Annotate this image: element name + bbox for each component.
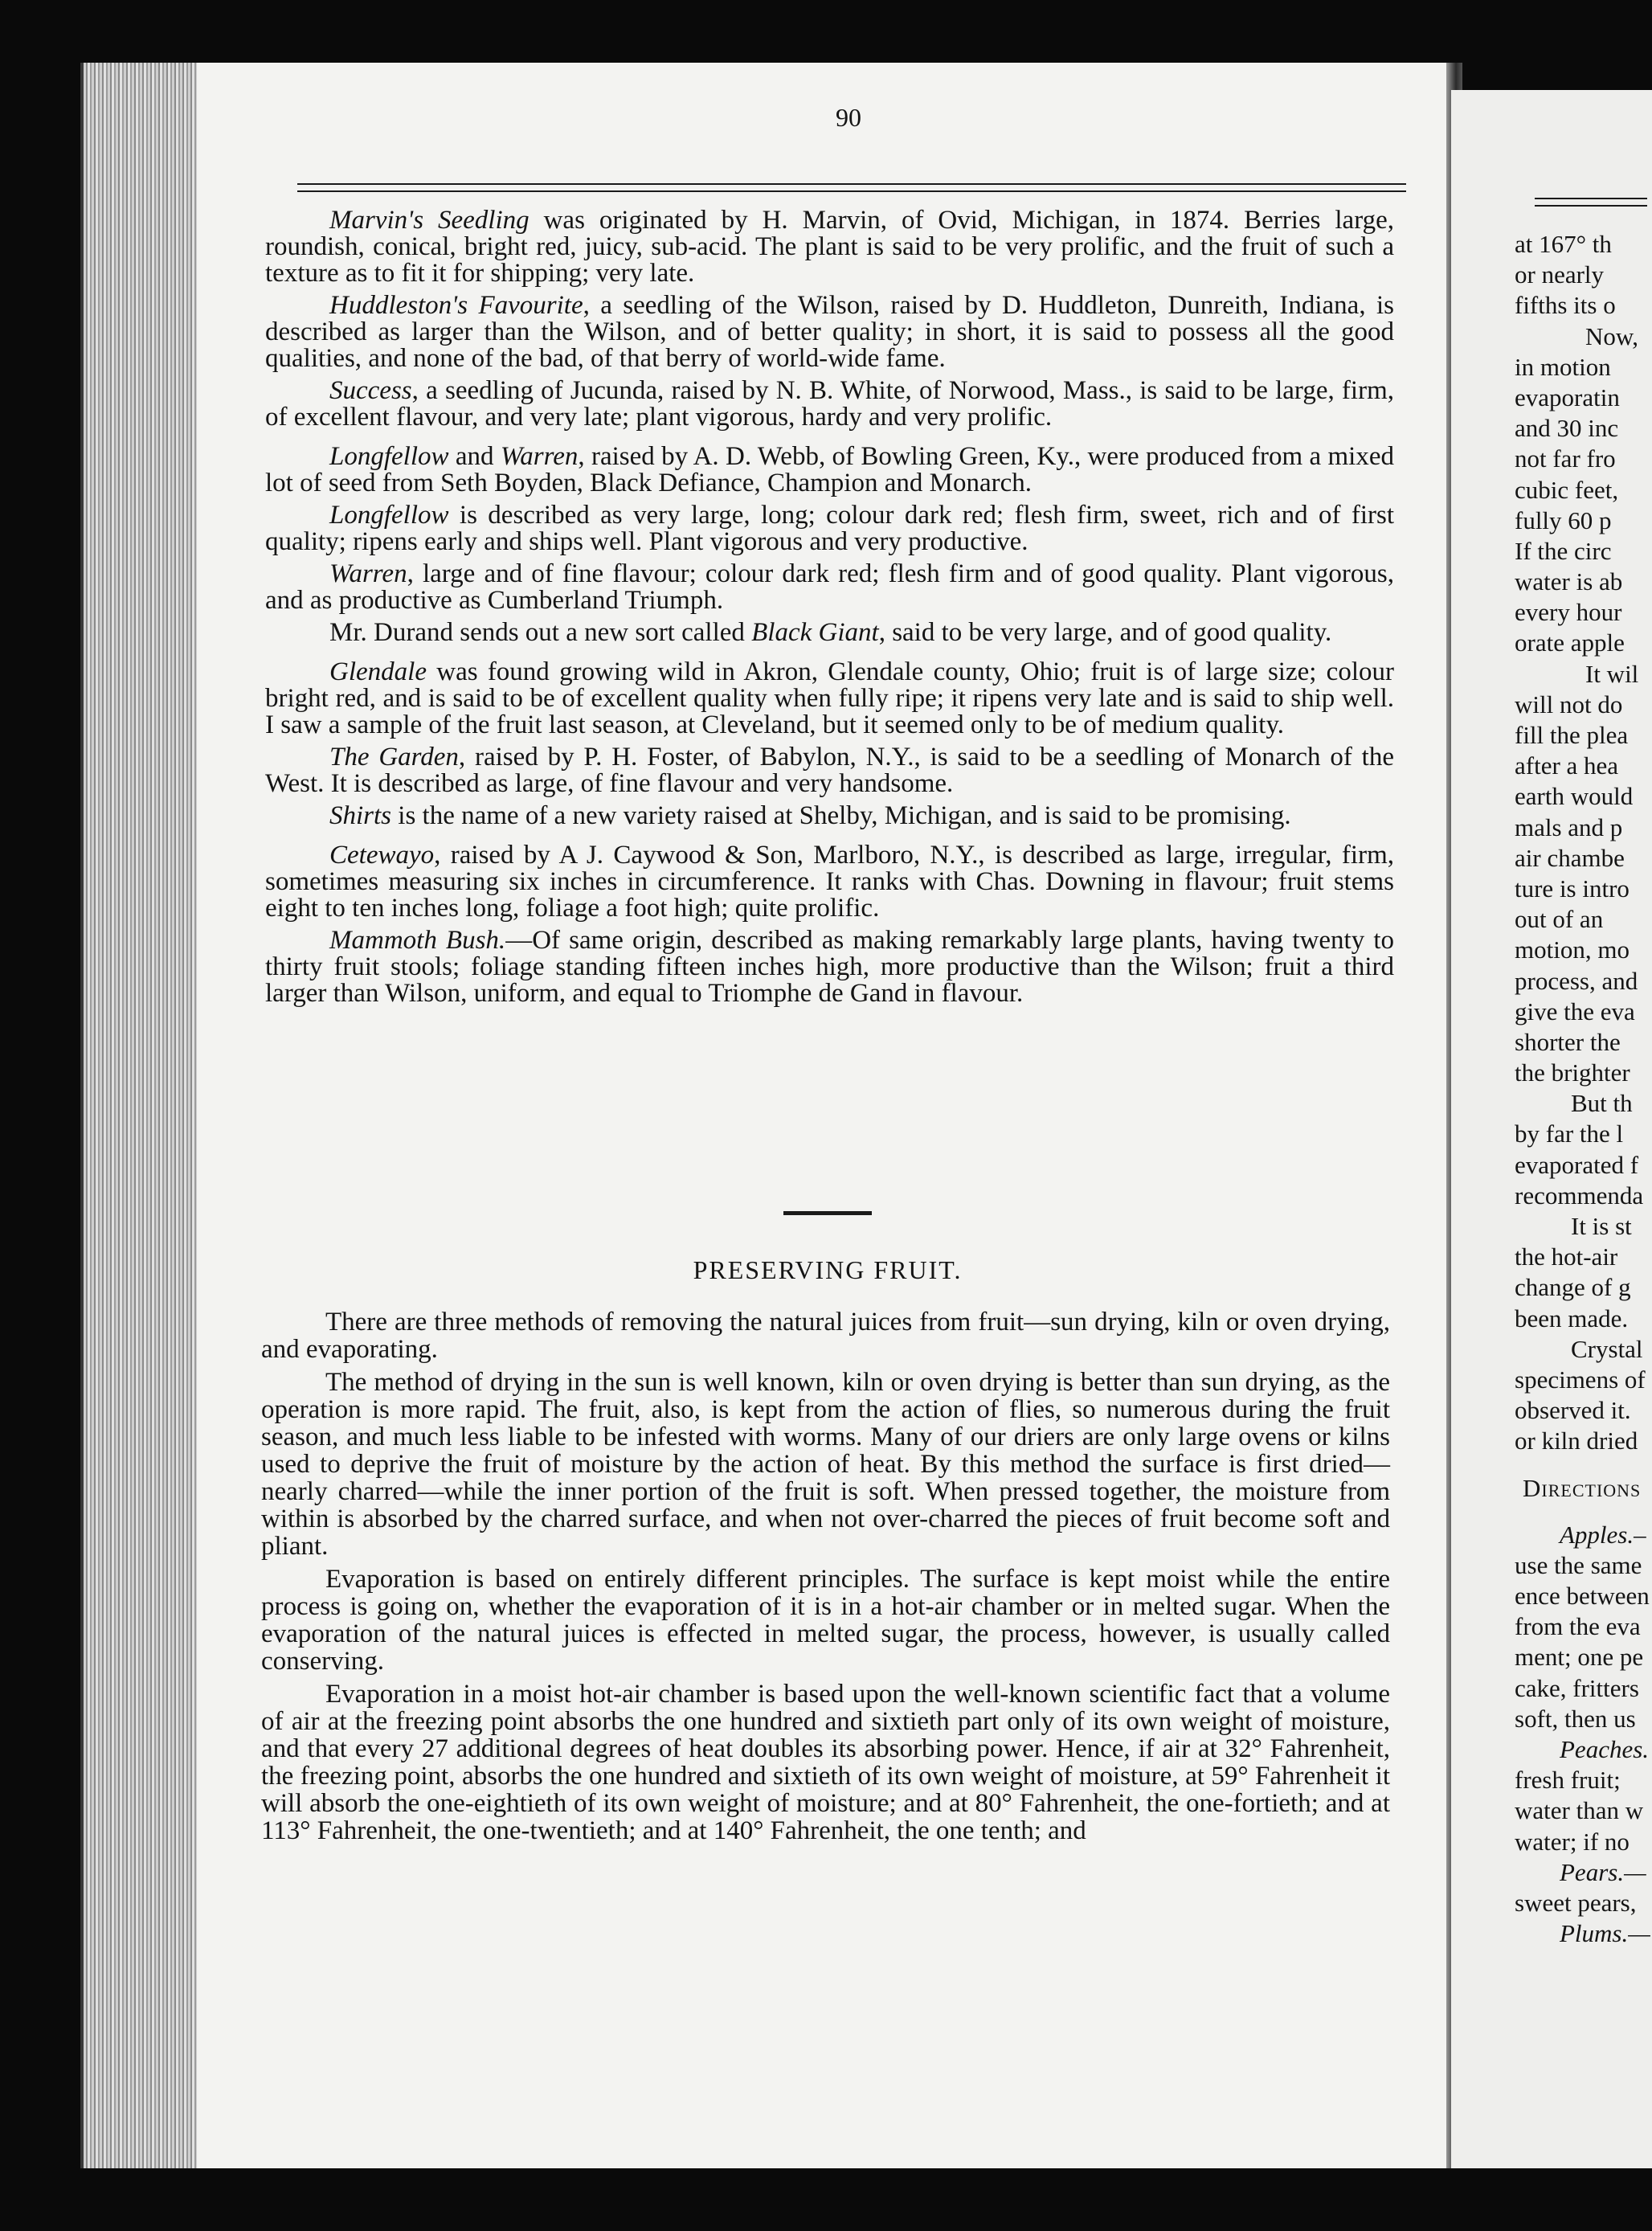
variety-paragraph: Longfellow and Warren, raised by A. D. Webb, of Bowling Green, Ky., were produced from a mixed lot of seed from Seth Boyden, Black Defiance, Champion and Monarch. <box>265 442 1394 497</box>
facing-line: or kiln dried <box>1515 1427 1638 1455</box>
variety-paragraph: The Garden, raised by P. H. Foster, of Babylon, N.Y., is said to be a seedling of Monarch of the West. It is described as large, of fine flavour and very handsome. <box>265 743 1394 798</box>
facing-line: sweet pears, <box>1515 1888 1637 1917</box>
facing-line: not far fro <box>1515 444 1616 473</box>
facing-line: recommenda <box>1515 1181 1644 1210</box>
variety-paragraph: Marvin's Seedling was originated by H. Marvin, of Ovid, Michigan, in 1874. Berries large, roundish, conical, bright red, juicy, sub-acid. The plant is said to be very prolific, and the fruit of such a texture as to fit it for shipping; very late. <box>265 206 1394 288</box>
facing-line: at 167° th <box>1515 230 1612 258</box>
variety-paragraph: Warren, large and of fine flavour; colour dark red; flesh firm and of good quality. Plant vigorous, and as productive as Cumberland Triumph. <box>265 559 1394 615</box>
facing-line: ence between <box>1515 1582 1650 1611</box>
facing-line: the hot-air <box>1515 1242 1618 1271</box>
facing-line: give the eva <box>1515 997 1635 1025</box>
facing-page-rule <box>1535 198 1647 207</box>
facing-line: mals and p <box>1515 813 1623 841</box>
variety-paragraph: Huddleston's Favourite, a seedling of the Wilson, raised by D. Huddleton, Dunreith, Indiana, is described as larger than the Wilson, and of better quality; in short, it is said to possess all the good qualities, and none of the bad, of that berry of world-wide fame. <box>265 291 1394 373</box>
facing-gap <box>1515 1504 1652 1520</box>
facing-line: Now, <box>1585 321 1639 350</box>
facing-line: or nearly <box>1515 260 1605 289</box>
facing-line: every hour <box>1515 598 1622 627</box>
facing-line: Crystal <box>1571 1334 1643 1363</box>
variety-paragraph: Cetewayo, raised by A J. Caywood & Son, Marlboro, N.Y., is described as large, irregular, firm, sometimes measuring six inches in circumference. It ranks with Chas. Downing in flavour; fruit stems eight to ten inches long, foliage a foot high; quite prolific. <box>265 841 1394 923</box>
facing-line: orate apple <box>1515 628 1625 657</box>
page-number: 90 <box>836 103 861 132</box>
body-paragraph: Evaporation is based on entirely different principles. The surface is kept moist while the entire process is going on, whether the evaporation of it is in a hot-air chamber or in melted sugar. When the evaporation of the natural juices is effected in melted sugar, the process, however, is usually called conserving. <box>261 1565 1390 1676</box>
facing-line: water is ab <box>1515 567 1623 596</box>
facing-line: motion, mo <box>1515 935 1630 964</box>
variety-descriptions <box>265 207 1394 1013</box>
section-divider <box>783 1211 872 1215</box>
preserving-fruit-text <box>261 1308 1390 1850</box>
facing-line: fill the plea <box>1515 721 1629 749</box>
body-paragraph: Evaporation in a moist hot-air chamber is based upon the well-known scientific fact that a volume of air at the freezing point absorbs the one hundred and sixtieth part only of its own weight of moisture, and that every 27 additional degrees of heat doubles its absorbing power. Hence, if air at 32° Fahrenheit, the freezing point, absorbs the one hundred and sixtieth of its own weight of moisture, at 59° Fahrenheit it will absorb the one-eightieth of its own weight of moisture; and at 80° Fahrenheit, the one-fortieth; and at 113° Fahrenheit, the one-twentieth; and at 140° Fahrenheit, the one tenth; and <box>261 1680 1390 1845</box>
variety-paragraph: Mr. Durand sends out a new sort called Black Giant, said to be very large, and of good quality. <box>329 618 1332 647</box>
facing-line: cubic feet, <box>1515 475 1619 504</box>
facing-line: out of an <box>1515 905 1604 934</box>
facing-line: will not do <box>1515 690 1623 718</box>
facing-line: change of g <box>1515 1273 1631 1302</box>
section-heading: PRESERVING FRUIT. <box>693 1255 963 1284</box>
facing-line: earth would <box>1515 782 1634 811</box>
variety-paragraph: Glendale was found growing wild in Akron, Glendale county, Ohio; fruit is of large size; colour bright red, and is said to be of excellent quality when fully ripe; it ripens very late and is said to ship well. I saw a sample of the fruit last season, at Cleveland, but it seemed only to be of medium quality. <box>265 657 1394 739</box>
facing-line: fully 60 p <box>1515 506 1612 534</box>
facing-line: Peaches. <box>1560 1735 1650 1763</box>
facing-line: Plums.— <box>1560 1919 1650 1948</box>
facing-line: soft, then us <box>1515 1704 1636 1733</box>
facing-line: It wil <box>1585 659 1639 688</box>
facing-line: Pears.— <box>1560 1857 1646 1886</box>
facing-line: cake, fritters <box>1515 1673 1639 1702</box>
variety-paragraph: Mammoth Bush.—Of same origin, described as making remarkably large plants, having twenty to thirty fruit stools; foliage standing fifteen inches high, more productive than the Wilson; fruit a third larger than Wilson, uniform, and equal to Triomphe de Gand in flavour. <box>265 926 1394 1008</box>
facing-line: use the same <box>1515 1550 1642 1579</box>
facing-line: Apples.– <box>1560 1520 1646 1549</box>
facing-line: from the eva <box>1515 1612 1641 1641</box>
facing-line: ture is intro <box>1515 874 1630 903</box>
facing-line: shorter the <box>1515 1027 1621 1056</box>
facing-line: ment; one pe <box>1515 1643 1644 1672</box>
body-paragraph: There are three methods of removing the natural juices from fruit—sun drying, kiln or oven drying, and evaporating. <box>261 1308 1390 1364</box>
variety-paragraph: Shirts is the name of a new variety raised at Shelby, Michigan, and is said to be promising. <box>329 801 1291 830</box>
facing-line: fifths its o <box>1515 291 1616 320</box>
facing-line: process, and <box>1515 966 1638 995</box>
facing-line: air chambe <box>1515 843 1625 872</box>
facing-line: evaporatin <box>1515 383 1620 411</box>
facing-line: It is st <box>1571 1212 1632 1240</box>
facing-line: the brighter <box>1515 1058 1630 1087</box>
facing-line: in motion <box>1515 352 1611 381</box>
facing-line: specimens of <box>1515 1365 1646 1394</box>
facing-line: been made. <box>1515 1304 1629 1332</box>
body-paragraph: The method of drying in the sun is well known, kiln or oven drying is better than sun drying, as the operation is more rapid. The fruit, also, is kept from the action of flies, so numerous during the fruit season, and much less liable to be infested with worms. Many of our driers are only large ovens or kilns used to deprive the fruit of moisture by the action of heat. By this method the surface is first dried—nearly charred—while the inner portion of the fruit is soft. When pressed together, the moisture from within is absorbed by the charred surface, and when not over-charred the pieces of fruit become soft and pliant. <box>261 1368 1390 1561</box>
header-double-rule <box>297 183 1406 192</box>
facing-line: evaporated f <box>1515 1150 1639 1179</box>
facing-line: fresh fruit; <box>1515 1766 1621 1795</box>
facing-page-text <box>1515 229 1652 1949</box>
facing-line: observed it. <box>1515 1396 1631 1425</box>
facing-line: and 30 inc <box>1515 414 1619 443</box>
facing-line: by far the l <box>1515 1120 1624 1148</box>
book-page-edges <box>80 63 204 2168</box>
facing-line: water; if no <box>1515 1827 1630 1856</box>
variety-paragraph: Longfellow is described as very large, long; colour dark red; flesh firm, sweet, rich and of first quality; ripens early and ships well. Plant vigorous and very productive. <box>265 501 1394 556</box>
facing-line: But th <box>1571 1089 1633 1118</box>
facing-heading: Directions <box>1523 1473 1642 1502</box>
facing-line: water than w <box>1515 1796 1644 1825</box>
variety-paragraph: Success, a seedling of Jucunda, raised by N. B. White, of Norwood, Mass., is said to be large, firm, of excellent flavour, and very late; plant vigorous, hardy and very prolific. <box>265 376 1394 432</box>
facing-gap <box>1515 1457 1652 1473</box>
facing-line: If the circ <box>1515 536 1612 565</box>
facing-line: after a hea <box>1515 751 1619 780</box>
